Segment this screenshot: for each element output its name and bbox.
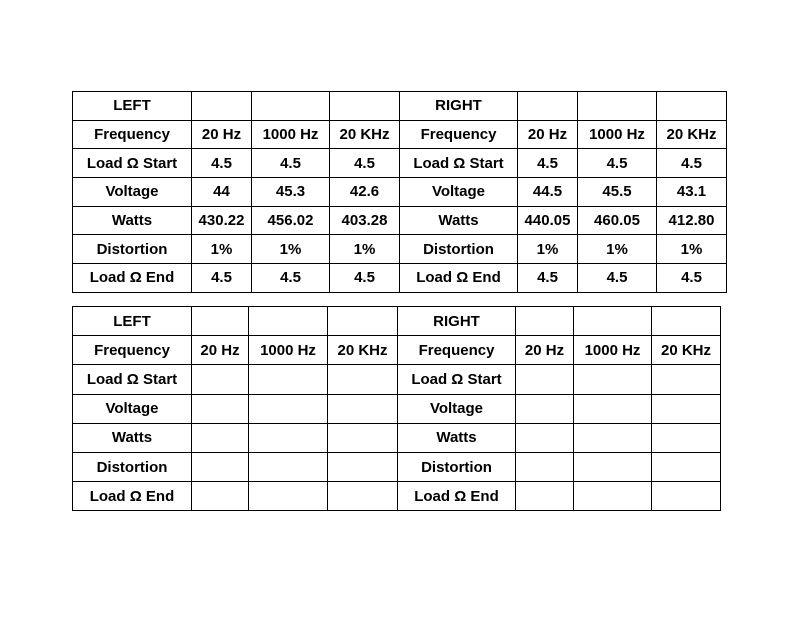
table-cell: 1% (578, 235, 657, 264)
table-cell: 4.5 (192, 149, 252, 178)
row-label: Distortion (398, 452, 516, 481)
table-cell (574, 452, 652, 481)
row-label: Frequency (73, 336, 192, 365)
table-row (73, 394, 721, 423)
table-cell (516, 423, 574, 452)
table-cell: 20 Hz (192, 336, 249, 365)
row-label: Load Ω End (73, 264, 192, 293)
table-cell (574, 423, 652, 452)
table-cell (652, 423, 721, 452)
table-cell (249, 423, 328, 452)
table-cell (652, 365, 721, 394)
left-channel-header: LEFT (73, 307, 192, 336)
row-label: Frequency (398, 336, 516, 365)
table-cell: 1% (518, 235, 578, 264)
table-cell (518, 92, 578, 121)
table-cell: 4.5 (578, 264, 657, 293)
left-channel-header: LEFT (73, 92, 192, 121)
table-cell: 1% (657, 235, 727, 264)
table-cell (192, 365, 249, 394)
table-cell (574, 307, 652, 336)
table-row (73, 149, 727, 178)
table-cell (652, 307, 721, 336)
row-label: Frequency (400, 120, 518, 149)
table-cell: 4.5 (252, 149, 330, 178)
table-cell: 20 KHz (657, 120, 727, 149)
table-cell (578, 92, 657, 121)
table-cell: 44 (192, 178, 252, 207)
table-row (73, 365, 721, 394)
table-cell (574, 394, 652, 423)
table-cell (192, 394, 249, 423)
row-label: Load Ω End (73, 482, 192, 511)
row-label: Load Ω Start (73, 149, 192, 178)
table-row (73, 120, 727, 149)
row-label: Watts (398, 423, 516, 452)
table-cell (516, 365, 574, 394)
table-row (73, 264, 727, 293)
table-cell: 1000 Hz (574, 336, 652, 365)
table-cell (574, 365, 652, 394)
table-cell: 1% (330, 235, 400, 264)
row-label: Distortion (73, 235, 192, 264)
row-label: Voltage (73, 394, 192, 423)
table-cell: 20 KHz (652, 336, 721, 365)
table-cell: 4.5 (518, 264, 578, 293)
table-cell (328, 394, 398, 423)
row-label: Voltage (398, 394, 516, 423)
table-cell: 20 Hz (192, 120, 252, 149)
table-cell (192, 423, 249, 452)
table-row (73, 206, 727, 235)
table-cell: 4.5 (518, 149, 578, 178)
table-cell: 1% (192, 235, 252, 264)
table-cell (328, 452, 398, 481)
table-cell: 4.5 (330, 149, 400, 178)
row-label: Watts (400, 206, 518, 235)
table-cell: 42.6 (330, 178, 400, 207)
table-cell (192, 92, 252, 121)
table-cell: 4.5 (192, 264, 252, 293)
table-cell: 4.5 (657, 149, 727, 178)
table-cell (574, 482, 652, 511)
row-label: Load Ω End (400, 264, 518, 293)
table-cell (249, 307, 328, 336)
table-cell: 4.5 (578, 149, 657, 178)
row-label: Distortion (400, 235, 518, 264)
table-cell: 456.02 (252, 206, 330, 235)
table-row (73, 452, 721, 481)
row-label: Load Ω Start (73, 365, 192, 394)
table-cell: 4.5 (657, 264, 727, 293)
table-row (73, 235, 727, 264)
table-cell: 1000 Hz (252, 120, 330, 149)
table-cell: 45.5 (578, 178, 657, 207)
row-label: Load Ω Start (398, 365, 516, 394)
right-channel-header: RIGHT (398, 307, 516, 336)
table-cell (652, 394, 721, 423)
table-cell (192, 452, 249, 481)
table-row (73, 92, 727, 121)
table-cell (652, 452, 721, 481)
table-row (73, 178, 727, 207)
table-cell: 44.5 (518, 178, 578, 207)
table-cell (330, 92, 400, 121)
measurement-table-filled (72, 91, 727, 293)
table-cell: 1% (252, 235, 330, 264)
table-row (73, 423, 721, 452)
measurement-table-blank (72, 306, 721, 511)
table-cell (652, 482, 721, 511)
table-cell (328, 307, 398, 336)
table-row (73, 307, 721, 336)
table-cell: 45.3 (252, 178, 330, 207)
row-label: Load Ω Start (400, 149, 518, 178)
table-cell (249, 365, 328, 394)
table-cell: 440.05 (518, 206, 578, 235)
right-channel-header: RIGHT (400, 92, 518, 121)
table-cell (192, 482, 249, 511)
row-label: Frequency (73, 120, 192, 149)
row-label: Watts (73, 206, 192, 235)
row-label: Voltage (73, 178, 192, 207)
row-label: Voltage (400, 178, 518, 207)
row-label: Distortion (73, 452, 192, 481)
table-cell: 20 KHz (328, 336, 398, 365)
table-cell: 4.5 (330, 264, 400, 293)
table-row (73, 482, 721, 511)
table-cell: 20 Hz (516, 336, 574, 365)
row-label: Load Ω End (398, 482, 516, 511)
table-cell: 412.80 (657, 206, 727, 235)
table-cell (657, 92, 727, 121)
table-cell (328, 423, 398, 452)
table-cell: 403.28 (330, 206, 400, 235)
table-cell: 430.22 (192, 206, 252, 235)
table-cell: 1000 Hz (578, 120, 657, 149)
table-cell (328, 365, 398, 394)
table-cell: 43.1 (657, 178, 727, 207)
table-cell: 20 Hz (518, 120, 578, 149)
table-cell (249, 482, 328, 511)
table-row (73, 336, 721, 365)
row-label: Watts (73, 423, 192, 452)
table-cell (516, 307, 574, 336)
table-cell: 460.05 (578, 206, 657, 235)
table-cell: 1000 Hz (249, 336, 328, 365)
table-cell (328, 482, 398, 511)
table-cell (516, 394, 574, 423)
table-cell (249, 394, 328, 423)
table-cell: 20 KHz (330, 120, 400, 149)
table-cell: 4.5 (252, 264, 330, 293)
table-cell (516, 452, 574, 481)
table-cell (192, 307, 249, 336)
table-cell (252, 92, 330, 121)
table-cell (516, 482, 574, 511)
table-cell (249, 452, 328, 481)
